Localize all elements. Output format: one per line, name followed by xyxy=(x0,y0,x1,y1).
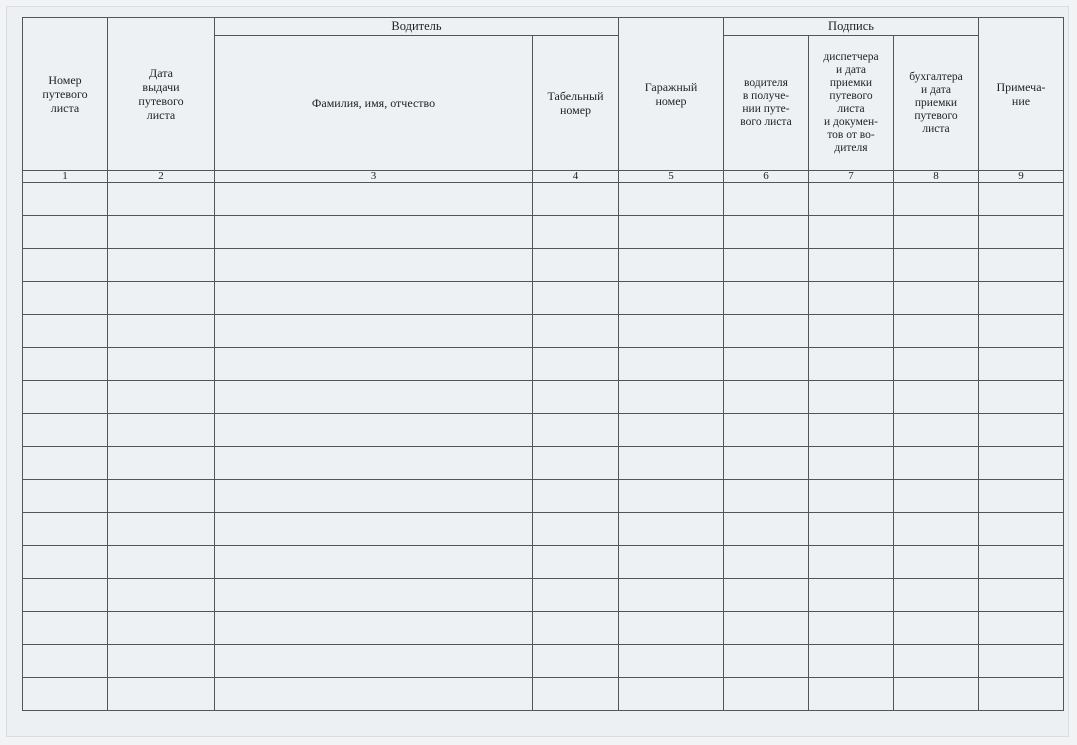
table-row xyxy=(23,216,1064,249)
table-cell[interactable] xyxy=(108,414,215,447)
table-cell[interactable] xyxy=(894,480,979,513)
table-cell[interactable] xyxy=(809,480,894,513)
table-cell[interactable] xyxy=(809,249,894,282)
table-cell[interactable] xyxy=(979,414,1064,447)
table-cell[interactable] xyxy=(533,645,619,678)
table-cell[interactable] xyxy=(108,183,215,216)
table-cell[interactable] xyxy=(809,678,894,711)
table-cell[interactable] xyxy=(809,612,894,645)
table-cell[interactable] xyxy=(979,447,1064,480)
table-cell[interactable] xyxy=(724,183,809,216)
table-cell[interactable] xyxy=(724,381,809,414)
table-cell[interactable] xyxy=(533,678,619,711)
table-cell[interactable] xyxy=(724,414,809,447)
table-cell[interactable] xyxy=(215,315,533,348)
table-cell[interactable] xyxy=(23,447,108,480)
table-row xyxy=(23,282,1064,315)
table-cell[interactable] xyxy=(215,216,533,249)
table-cell[interactable] xyxy=(533,546,619,579)
table-cell[interactable] xyxy=(979,348,1064,381)
table-cell[interactable] xyxy=(979,381,1064,414)
table-cell[interactable] xyxy=(533,513,619,546)
column-number: 9 xyxy=(979,171,1064,183)
table-cell[interactable] xyxy=(215,678,533,711)
table-row xyxy=(23,645,1064,678)
waybill-log-table xyxy=(22,17,1064,711)
table-cell[interactable] xyxy=(533,414,619,447)
column-number: 3 xyxy=(215,171,533,183)
table-cell[interactable] xyxy=(533,579,619,612)
table-cell[interactable] xyxy=(23,645,108,678)
table-cell[interactable] xyxy=(215,381,533,414)
table-cell[interactable] xyxy=(23,249,108,282)
table-cell[interactable] xyxy=(809,315,894,348)
table-cell[interactable] xyxy=(619,678,724,711)
table-row xyxy=(23,678,1064,711)
table-cell[interactable] xyxy=(215,414,533,447)
table-cell[interactable] xyxy=(619,216,724,249)
table-cell[interactable] xyxy=(108,348,215,381)
table-cell[interactable] xyxy=(23,414,108,447)
table-cell[interactable] xyxy=(619,645,724,678)
table-cell[interactable] xyxy=(979,513,1064,546)
table-cell[interactable] xyxy=(533,480,619,513)
table-cell[interactable] xyxy=(23,480,108,513)
table-cell[interactable] xyxy=(809,282,894,315)
table-row xyxy=(23,348,1064,381)
table-cell[interactable] xyxy=(894,612,979,645)
table-cell[interactable] xyxy=(533,249,619,282)
table-cell[interactable] xyxy=(108,678,215,711)
column-number: 7 xyxy=(809,171,894,183)
table-row xyxy=(23,612,1064,645)
table-cell[interactable] xyxy=(894,183,979,216)
table-cell[interactable] xyxy=(979,249,1064,282)
table-cell[interactable] xyxy=(533,348,619,381)
table-cell[interactable] xyxy=(215,282,533,315)
table-cell[interactable] xyxy=(894,315,979,348)
header-garage-number: Гаражный номер xyxy=(619,18,724,171)
table-cell[interactable] xyxy=(108,579,215,612)
table-cell[interactable] xyxy=(619,612,724,645)
table-cell[interactable] xyxy=(979,546,1064,579)
table-cell[interactable] xyxy=(894,249,979,282)
table-cell[interactable] xyxy=(724,447,809,480)
table-cell[interactable] xyxy=(809,381,894,414)
table-cell[interactable] xyxy=(23,348,108,381)
table-cell[interactable] xyxy=(533,216,619,249)
column-number: 2 xyxy=(108,171,215,183)
table-cell[interactable] xyxy=(215,645,533,678)
table-body xyxy=(23,183,1064,711)
table-cell[interactable] xyxy=(619,348,724,381)
table-cell[interactable] xyxy=(894,381,979,414)
table-cell[interactable] xyxy=(809,546,894,579)
column-number: 8 xyxy=(894,171,979,183)
column-number: 6 xyxy=(724,171,809,183)
header-signature-group: Подпись xyxy=(724,18,979,36)
header-driver-group: Водитель xyxy=(215,18,619,36)
table-cell[interactable] xyxy=(894,546,979,579)
table-cell[interactable] xyxy=(894,348,979,381)
header-sign-driver: водителя в получе- нии путе- вого листа xyxy=(724,36,809,171)
table-cell[interactable] xyxy=(23,678,108,711)
table-cell[interactable] xyxy=(619,546,724,579)
table-row xyxy=(23,249,1064,282)
table-cell[interactable] xyxy=(533,612,619,645)
table-row xyxy=(23,315,1064,348)
form-page xyxy=(6,6,1069,737)
table-cell[interactable] xyxy=(809,645,894,678)
table-cell[interactable] xyxy=(809,348,894,381)
table-cell[interactable] xyxy=(108,645,215,678)
table-row xyxy=(23,414,1064,447)
table-row xyxy=(23,579,1064,612)
table-cell[interactable] xyxy=(894,645,979,678)
table-cell[interactable] xyxy=(619,513,724,546)
table-cell[interactable] xyxy=(894,678,979,711)
header-waybill-number: Номер путевого листа xyxy=(23,18,108,171)
table-cell[interactable] xyxy=(809,579,894,612)
table-cell[interactable] xyxy=(724,348,809,381)
table-cell[interactable] xyxy=(724,315,809,348)
table-cell[interactable] xyxy=(23,216,108,249)
column-number: 4 xyxy=(533,171,619,183)
table-cell[interactable] xyxy=(619,183,724,216)
column-number: 1 xyxy=(23,171,108,183)
header-sign-dispatcher: диспетчера и дата приемки путевого листа и докумен- тов от во- дителя xyxy=(809,36,894,171)
table-cell[interactable] xyxy=(533,183,619,216)
table-cell[interactable] xyxy=(979,612,1064,645)
table-cell[interactable] xyxy=(894,513,979,546)
table-cell[interactable] xyxy=(215,183,533,216)
table-cell[interactable] xyxy=(724,645,809,678)
table-cell[interactable] xyxy=(979,183,1064,216)
table-cell[interactable] xyxy=(724,216,809,249)
table-cell[interactable] xyxy=(809,216,894,249)
table-row xyxy=(23,381,1064,414)
table-cell[interactable] xyxy=(23,381,108,414)
table-cell[interactable] xyxy=(215,546,533,579)
table-cell[interactable] xyxy=(619,480,724,513)
table-row xyxy=(23,480,1064,513)
table-cell[interactable] xyxy=(108,315,215,348)
table-cell[interactable] xyxy=(619,414,724,447)
table-cell[interactable] xyxy=(108,249,215,282)
table-cell[interactable] xyxy=(619,315,724,348)
table-cell[interactable] xyxy=(619,282,724,315)
table-cell[interactable] xyxy=(724,546,809,579)
table-cell[interactable] xyxy=(23,579,108,612)
table-cell[interactable] xyxy=(619,447,724,480)
table-cell[interactable] xyxy=(724,612,809,645)
table-cell[interactable] xyxy=(979,282,1064,315)
table-cell[interactable] xyxy=(894,282,979,315)
table-cell[interactable] xyxy=(979,645,1064,678)
table-cell[interactable] xyxy=(23,183,108,216)
table-cell[interactable] xyxy=(724,513,809,546)
table-cell[interactable] xyxy=(215,249,533,282)
table-cell[interactable] xyxy=(215,513,533,546)
column-number-row xyxy=(23,171,1064,183)
table-cell[interactable] xyxy=(809,183,894,216)
table-cell[interactable] xyxy=(724,678,809,711)
table-cell[interactable] xyxy=(894,579,979,612)
table-cell[interactable] xyxy=(979,678,1064,711)
table-cell[interactable] xyxy=(108,381,215,414)
table-cell[interactable] xyxy=(533,315,619,348)
table-cell[interactable] xyxy=(23,513,108,546)
header-notes: Примеча- ние xyxy=(979,18,1064,171)
table-cell[interactable] xyxy=(533,282,619,315)
table-cell[interactable] xyxy=(108,612,215,645)
table-cell[interactable] xyxy=(23,546,108,579)
table-cell[interactable] xyxy=(979,480,1064,513)
column-number: 5 xyxy=(619,171,724,183)
table-cell[interactable] xyxy=(215,579,533,612)
table-row xyxy=(23,513,1064,546)
table-cell[interactable] xyxy=(533,447,619,480)
table-cell[interactable] xyxy=(215,348,533,381)
table-row xyxy=(23,546,1064,579)
table-cell[interactable] xyxy=(809,447,894,480)
header-driver-name: Фамилия, имя, отчество xyxy=(215,36,533,171)
table-cell[interactable] xyxy=(215,480,533,513)
table-cell[interactable] xyxy=(108,480,215,513)
table-cell[interactable] xyxy=(979,315,1064,348)
table-cell[interactable] xyxy=(108,546,215,579)
table-cell[interactable] xyxy=(979,579,1064,612)
table-cell[interactable] xyxy=(23,282,108,315)
table-cell[interactable] xyxy=(619,381,724,414)
table-cell[interactable] xyxy=(108,282,215,315)
table-cell[interactable] xyxy=(894,216,979,249)
table-cell[interactable] xyxy=(724,249,809,282)
table-cell[interactable] xyxy=(108,216,215,249)
header-sign-accountant: бухгалтера и дата приемки путевого листа xyxy=(894,36,979,171)
table-cell[interactable] xyxy=(724,579,809,612)
table-row xyxy=(23,183,1064,216)
table-cell[interactable] xyxy=(23,315,108,348)
table-cell[interactable] xyxy=(619,579,724,612)
table-cell[interactable] xyxy=(894,414,979,447)
table-cell[interactable] xyxy=(108,447,215,480)
table-cell[interactable] xyxy=(809,414,894,447)
table-cell[interactable] xyxy=(809,513,894,546)
table-cell[interactable] xyxy=(979,216,1064,249)
table-cell[interactable] xyxy=(23,612,108,645)
header-issue-date: Дата выдачи путевого листа xyxy=(108,18,215,171)
table-cell[interactable] xyxy=(108,513,215,546)
table-cell[interactable] xyxy=(724,480,809,513)
table-cell[interactable] xyxy=(533,381,619,414)
table-cell[interactable] xyxy=(724,282,809,315)
header-personnel-number: Табельный номер xyxy=(533,36,619,171)
table-cell[interactable] xyxy=(619,249,724,282)
table-cell[interactable] xyxy=(215,612,533,645)
table-row xyxy=(23,447,1064,480)
table-cell[interactable] xyxy=(894,447,979,480)
table-cell[interactable] xyxy=(215,447,533,480)
